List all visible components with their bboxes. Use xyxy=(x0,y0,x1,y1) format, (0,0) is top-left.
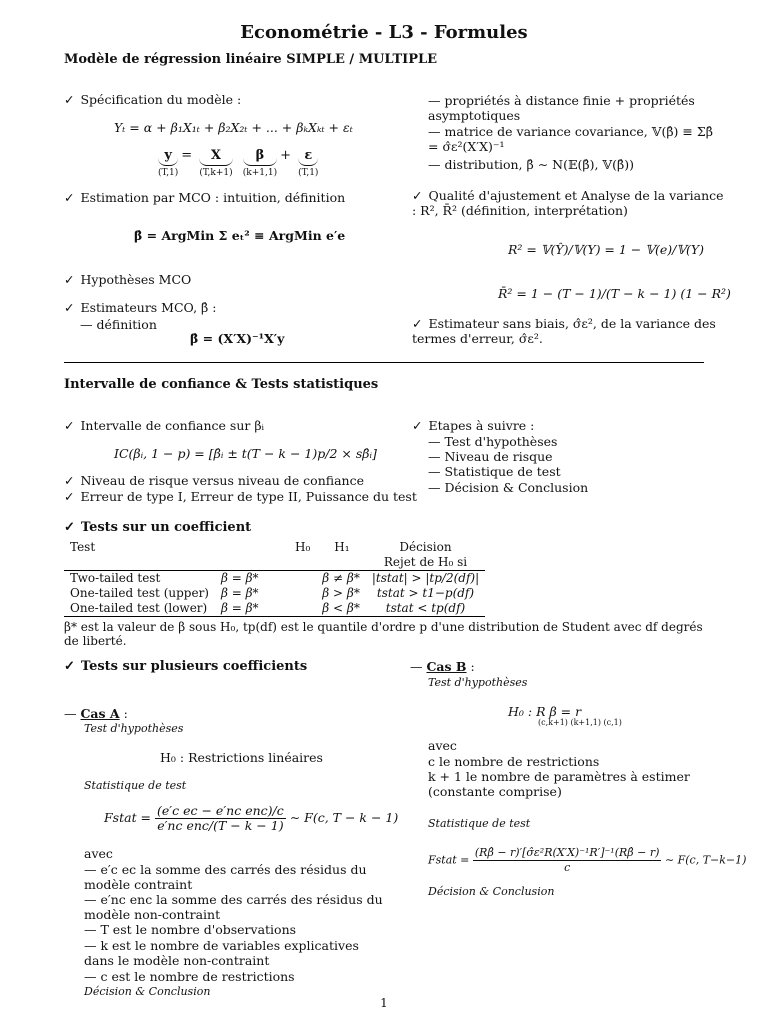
cas-a-avec: avec xyxy=(84,846,113,861)
r2-equation: R² = 𝕍(Ŷ)/𝕍(Y) = 1 − 𝕍(e)/𝕍(Y) xyxy=(508,242,705,257)
mco-label: ✓ Estimation par MCO : intuition, définition xyxy=(64,190,345,205)
risk-label: ✓ Niveau de risque versus niveau de confiance xyxy=(64,473,364,488)
cas-a-hyp: Test d'hypothèses xyxy=(84,722,184,735)
matrix-eps: ε xyxy=(298,148,318,166)
section-divider xyxy=(64,362,704,363)
step-item: — Niveau de risque xyxy=(428,449,553,464)
hyp-label: ✓ Hypothèses MCO xyxy=(64,272,191,287)
r2bar-equation: R̄² = 1 − (T − 1)/(T − k − 1) (1 − R²) xyxy=(498,286,731,301)
cas-a-fstat xyxy=(104,804,398,833)
step-item: — Décision & Conclusion xyxy=(428,480,588,495)
table-row xyxy=(64,571,485,587)
table-subheader: Rejet de H₀ si xyxy=(383,555,468,569)
cas-a-label: Cas A xyxy=(80,706,120,721)
cas-a-item: — e′c ec la somme des carrés des résidus du modèle contraint xyxy=(84,862,384,892)
fstat-fraction xyxy=(473,846,662,875)
matrix-x: X xyxy=(199,148,232,166)
table-cell: One-tailed test (lower) xyxy=(70,601,208,615)
est-def: — définition xyxy=(80,317,157,332)
table-row xyxy=(64,586,485,601)
matrix-x-dim: (T,k+1) xyxy=(199,168,233,178)
fstat-rhs: ∼ F(c, T − k − 1) xyxy=(289,810,399,825)
est-label: ✓ Estimateurs MCO, β̂ : xyxy=(64,300,216,315)
section-heading-tests: Intervalle de confiance & Tests statistiques xyxy=(64,377,379,392)
steps-label: ✓ Etapes à suivre : xyxy=(412,418,534,433)
table-cell: tstat < tp(df) xyxy=(385,601,466,615)
matrix-eps-dim: (T,1) xyxy=(298,168,319,178)
table-row xyxy=(64,601,485,617)
fstat-denominator: c xyxy=(564,861,571,874)
table-header: H₀ xyxy=(294,540,311,554)
ic-label: ✓ Intervalle de confiance sur βᵢ xyxy=(64,418,264,433)
cas-a-decision: Décision & Conclusion xyxy=(84,985,211,998)
mco-equation: β̂ = ArgMin Σ eₜ² ≡ ArgMin e′e xyxy=(134,228,346,243)
cas-a-item: — k est le nombre de variables explicatives dans le modèle non-contraint xyxy=(84,938,384,968)
fstat-fraction xyxy=(155,804,286,833)
table-header: H₁ xyxy=(334,540,350,554)
table-header: Décision xyxy=(399,540,452,554)
cas-b-fstat xyxy=(428,846,746,875)
table-cell: tstat > t1−p(df) xyxy=(376,586,475,600)
spec-label: ✓ Spécification du modèle : xyxy=(64,92,241,107)
coef-heading: ✓ Tests sur un coefficient xyxy=(64,520,251,535)
table-cell: β = β* xyxy=(220,586,259,600)
table-note: β* est la valeur de β sous H₀, tp(df) est le quantile d'ordre p d'une distribution de Student avec df degrés de liberté. xyxy=(64,620,703,648)
cas-b-decision: Décision & Conclusion xyxy=(428,885,555,898)
table-cell: β < β* xyxy=(322,601,360,615)
error-label: ✓ Erreur de type I, Erreur de type II, Puissance du test xyxy=(64,489,417,504)
table-cell: β = β* xyxy=(220,571,259,585)
est-equation: β̂ = (X′X)⁻¹X′y xyxy=(190,331,285,346)
unbiased-label: ✓ Estimateur sans biais, σ̂ε², de la variance des termes d'erreur, σ̂ε². xyxy=(412,316,724,346)
fstat-numerator: (e′c ec − e′nc enc)/c xyxy=(157,803,284,818)
cas-b-hyp: Test d'hypothèses xyxy=(428,676,528,689)
table-cell: β ≠ β* xyxy=(322,571,360,585)
cas-b-avec: avec xyxy=(428,738,457,753)
ic-equation: IC(βᵢ, 1 − p) = [β̂ᵢ ± t(T − k − 1)p/2 × sβ̂ᵢ] xyxy=(114,446,377,461)
table-cell: Two-tailed test xyxy=(70,571,161,585)
cas-a-h0: H₀ : Restrictions linéaires xyxy=(160,750,323,765)
fstat-rhs: ∼ F(c, T−k−1) xyxy=(664,853,747,867)
table-cell: One-tailed test (upper) xyxy=(70,586,209,600)
cas-b-h0: H₀ : R β = r xyxy=(508,704,582,719)
cas-b-dims: (c,k+1) (k+1,1) (c,1) xyxy=(538,718,622,727)
table-cell: β > β* xyxy=(322,586,360,600)
step-item: — Statistique de test xyxy=(428,464,561,479)
fstat-denominator: e′nc enc/(T − k − 1) xyxy=(157,818,284,833)
page-number: 1 xyxy=(380,996,388,1010)
table-cell: |tstat| > |tp/2(df)| xyxy=(371,571,480,585)
spec-equation: Yₜ = α + β₁X₁ₜ + β₂X₂ₜ + ... + βₖXₖₜ + εₜ xyxy=(114,120,353,135)
cas-b-heading: — Cas B : xyxy=(410,659,475,674)
multi-coef-heading: ✓ Tests sur plusieurs coefficients xyxy=(64,659,307,674)
cas-b-item: c le nombre de restrictions xyxy=(428,754,600,769)
fstat-lhs: Fstat = xyxy=(428,853,470,867)
fstat-numerator: (Rβ̂ − r)′[σ̂ε²R(X′X)⁻¹R′]⁻¹(Rβ̂ − r) xyxy=(474,846,660,859)
prop-finite: — propriétés à distance finie + propriétés asymptotiques xyxy=(428,93,724,123)
matrix-y: y xyxy=(158,148,178,166)
cas-a-item: — T est le nombre d'observations xyxy=(84,922,384,937)
matrix-equation: y (T,1) = X (T,k+1) β (k+1,1) + ε (T,1) xyxy=(158,148,319,178)
quality-label: ✓ Qualité d'ajustement et Analyse de la variance : R², R̄² (définition, interprétation) xyxy=(412,188,724,218)
prop-varcov: — matrice de variance covariance, 𝕍(β̂) ≡ Σβ̂ = σ̂ε²(X′X)⁻¹ xyxy=(428,124,724,154)
cas-a-item: — c est le nombre de restrictions xyxy=(84,969,384,984)
prop-distribution: — distribution, β̂ ∼ N(𝔼(β̂), 𝕍(β̂)) xyxy=(428,157,724,172)
cas-b-label: Cas B xyxy=(426,659,467,674)
document-title: Econométrie - L3 - Formules xyxy=(240,22,528,43)
cas-a-item: — e′nc enc la somme des carrés des résidus du modèle non-contraint xyxy=(84,892,384,922)
cas-b-item: k + 1 le nombre de paramètres à estimer (constante comprise) xyxy=(428,769,690,799)
cas-a-heading: — Cas A : xyxy=(64,706,128,721)
table-cell: β = β* xyxy=(220,601,259,615)
matrix-beta: β xyxy=(243,148,277,166)
coef-test-table xyxy=(64,540,485,617)
section-heading-regression: Modèle de régression linéaire SIMPLE / MULTIPLE xyxy=(64,52,438,67)
cas-b-stat: Statistique de test xyxy=(428,817,531,830)
table-header: Test xyxy=(70,540,96,554)
fstat-lhs: Fstat = xyxy=(104,810,152,825)
step-item: — Test d'hypothèses xyxy=(428,434,557,449)
matrix-y-dim: (T,1) xyxy=(158,168,179,178)
matrix-beta-dim: (k+1,1) xyxy=(242,168,278,178)
cas-a-stat: Statistique de test xyxy=(84,779,187,792)
